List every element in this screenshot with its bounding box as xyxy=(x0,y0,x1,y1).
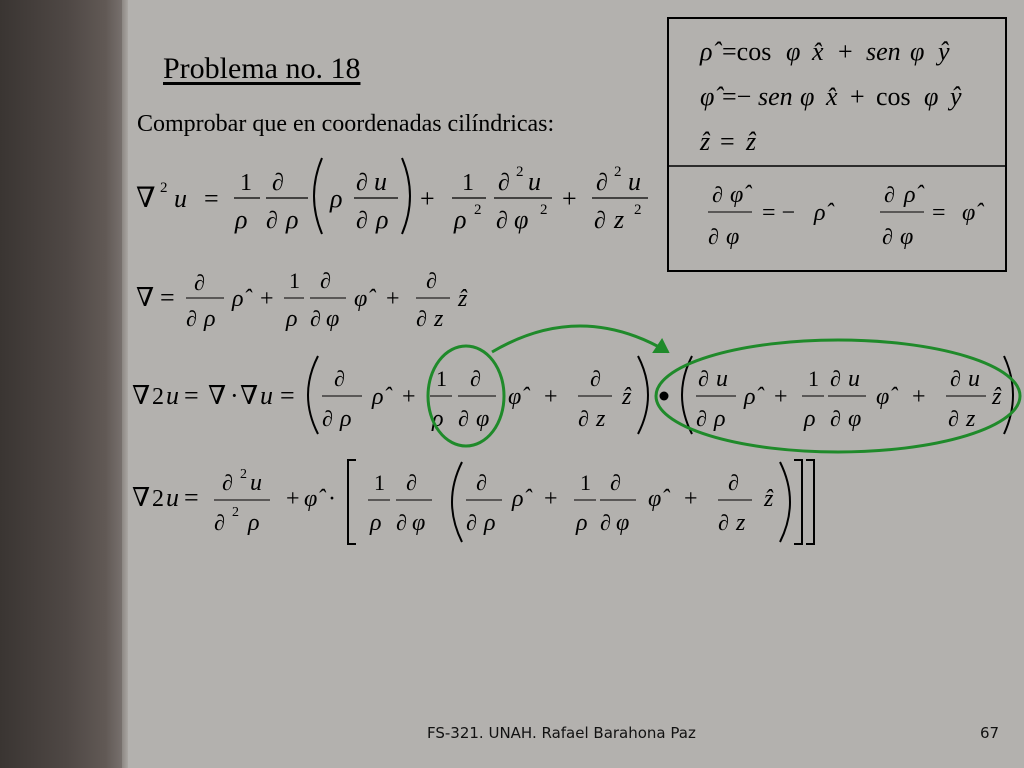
svg-text:φ: φ xyxy=(514,205,529,234)
svg-text:∂: ∂ xyxy=(600,510,611,535)
svg-text:ρ: ρ xyxy=(370,510,382,536)
laplacian-as-divergence xyxy=(132,356,1013,434)
svg-text:+: + xyxy=(912,384,926,410)
svg-text:ẑ: ẑ xyxy=(992,384,1002,410)
svg-text:ŷ: ŷ xyxy=(938,37,950,66)
laplacian-definition xyxy=(136,158,648,234)
svg-text:2: 2 xyxy=(634,202,642,218)
svg-text:+: + xyxy=(286,486,300,512)
svg-text:∂: ∂ xyxy=(416,306,427,331)
nabla-operator xyxy=(136,268,468,332)
svg-text:∂: ∂ xyxy=(426,268,437,293)
svg-text:∂: ∂ xyxy=(950,366,961,391)
slide-title: Problema no. 18 xyxy=(163,52,361,85)
svg-text:∂: ∂ xyxy=(310,306,321,331)
svg-text:2: 2 xyxy=(614,164,622,180)
svg-text:φ: φ xyxy=(924,82,939,111)
svg-text:1: 1 xyxy=(808,366,819,391)
svg-text:φ̂: φ̂ xyxy=(648,486,662,512)
svg-text:ρ: ρ xyxy=(248,510,260,536)
svg-text:φ: φ xyxy=(412,510,426,536)
svg-text:ρ: ρ xyxy=(340,406,352,432)
svg-text:+: + xyxy=(850,82,865,111)
svg-text:+: + xyxy=(386,286,400,312)
svg-text:ρ: ρ xyxy=(376,205,389,234)
svg-text:∇: ∇ xyxy=(132,483,151,512)
svg-text:φ: φ xyxy=(326,306,340,332)
svg-text:ẑ: ẑ xyxy=(764,486,774,512)
svg-text:φ: φ xyxy=(726,224,740,250)
svg-text:+: + xyxy=(420,184,435,213)
svg-text:∂: ∂ xyxy=(272,170,284,196)
svg-text:u: u xyxy=(374,167,387,196)
svg-text:+: + xyxy=(838,37,853,66)
svg-text:∂: ∂ xyxy=(698,366,709,391)
svg-text:u: u xyxy=(528,167,541,196)
svg-text:∂: ∂ xyxy=(596,170,608,196)
svg-text:1: 1 xyxy=(289,268,300,293)
svg-text:∇: ∇ xyxy=(136,283,155,312)
svg-text:∂: ∂ xyxy=(590,366,601,391)
svg-text:∂: ∂ xyxy=(266,208,278,234)
svg-text:∂: ∂ xyxy=(222,470,233,495)
svg-text:ρ: ρ xyxy=(432,406,444,432)
svg-text:φ: φ xyxy=(800,82,815,111)
svg-text:=: = xyxy=(720,127,735,156)
svg-text:2: 2 xyxy=(232,505,239,520)
svg-text:φ: φ xyxy=(910,37,925,66)
svg-text:2: 2 xyxy=(474,202,482,218)
svg-text:∂: ∂ xyxy=(406,470,417,495)
svg-text:φ̂: φ̂ xyxy=(304,486,318,512)
svg-text:ρ̂: ρ̂ xyxy=(744,384,756,410)
svg-text:·: · xyxy=(328,486,336,512)
svg-text:φ̂: φ̂ xyxy=(354,286,368,312)
svg-text:ρ̂: ρ̂ xyxy=(512,486,524,512)
svg-text:φ: φ xyxy=(476,406,490,432)
slide-footer: FS-321. UNAH. Rafael Barahona Paz xyxy=(427,724,696,742)
svg-text:φ̂: φ̂ xyxy=(876,384,890,410)
svg-text:∂: ∂ xyxy=(476,470,487,495)
svg-text:φ: φ xyxy=(900,224,914,250)
svg-text:2: 2 xyxy=(152,384,164,410)
svg-text:+: + xyxy=(260,286,274,312)
svg-text:1: 1 xyxy=(436,366,447,391)
svg-text:+: + xyxy=(402,384,416,410)
svg-text:ρ: ρ xyxy=(576,510,588,536)
svg-text:+: + xyxy=(544,486,558,512)
svg-text:∇: ∇ xyxy=(132,381,151,410)
svg-text:ρ: ρ xyxy=(286,306,298,332)
svg-text:ρ: ρ xyxy=(286,205,299,234)
svg-text:z: z xyxy=(966,406,976,432)
svg-text:=−: =− xyxy=(722,82,752,111)
svg-text:ρ: ρ xyxy=(330,184,343,213)
svg-text:ŷ: ŷ xyxy=(950,82,962,111)
svg-text:ρ: ρ xyxy=(484,510,496,536)
svg-text:u: u xyxy=(968,366,980,392)
svg-text:z: z xyxy=(596,406,606,432)
svg-text:ρ: ρ xyxy=(804,406,816,432)
svg-text:cos: cos xyxy=(876,82,911,111)
svg-text:u: u xyxy=(716,366,728,392)
svg-text:sen: sen xyxy=(866,37,901,66)
svg-text:∂: ∂ xyxy=(882,224,893,249)
svg-text:sen: sen xyxy=(758,82,793,111)
svg-text:φ̂: φ̂ xyxy=(508,384,522,410)
svg-text:u: u xyxy=(166,381,179,410)
svg-text:∂: ∂ xyxy=(322,406,333,431)
svg-text:ẑ: ẑ xyxy=(622,384,632,410)
svg-text:2: 2 xyxy=(540,202,548,218)
svg-text:u: u xyxy=(250,470,262,496)
svg-text:∂: ∂ xyxy=(186,306,197,331)
svg-text:ẑ: ẑ xyxy=(458,286,468,312)
svg-text:u: u xyxy=(166,483,179,512)
svg-text:·: · xyxy=(230,381,239,410)
svg-text:1: 1 xyxy=(374,470,385,495)
svg-text:∇: ∇ xyxy=(136,183,156,214)
svg-text:z: z xyxy=(736,510,746,536)
svg-text:+: + xyxy=(774,384,788,410)
svg-text:∂: ∂ xyxy=(334,366,345,391)
svg-text:∂: ∂ xyxy=(466,510,477,535)
svg-text:=cos: =cos xyxy=(722,37,772,66)
svg-text:φ: φ xyxy=(786,37,801,66)
svg-text:φ̂: φ̂ xyxy=(730,182,744,208)
svg-text:∂: ∂ xyxy=(712,182,723,207)
svg-text:∂: ∂ xyxy=(458,406,469,431)
page-number: 67 xyxy=(980,724,1000,742)
svg-text:ρ̂: ρ̂ xyxy=(814,200,826,226)
svg-text:+: + xyxy=(684,486,698,512)
svg-text:ẑ: ẑ xyxy=(746,127,757,156)
svg-text:ρ: ρ xyxy=(454,205,467,234)
svg-text:∂: ∂ xyxy=(830,406,841,431)
svg-text:∂: ∂ xyxy=(356,208,368,234)
svg-text:∇: ∇ xyxy=(208,381,227,410)
svg-text:= −: = − xyxy=(762,200,796,226)
svg-text:x̂: x̂ xyxy=(826,82,838,111)
svg-text:∂: ∂ xyxy=(194,270,205,295)
svg-text:x̂: x̂ xyxy=(812,37,824,66)
svg-text:u: u xyxy=(628,167,641,196)
svg-text:ρ̂: ρ̂ xyxy=(700,37,713,66)
svg-text:u: u xyxy=(848,366,860,392)
svg-text:=: = xyxy=(184,381,199,410)
svg-text:=: = xyxy=(932,200,946,226)
svg-text:φ̂: φ̂ xyxy=(962,200,976,226)
svg-text:ẑ: ẑ xyxy=(700,127,711,156)
svg-text:∂: ∂ xyxy=(830,366,841,391)
svg-text:z: z xyxy=(614,205,625,234)
svg-text:ρ: ρ xyxy=(204,306,216,332)
svg-text:φ: φ xyxy=(616,510,630,536)
svg-text:+: + xyxy=(544,384,558,410)
svg-text:+: + xyxy=(562,184,577,213)
svg-text:1: 1 xyxy=(240,170,252,196)
svg-text:=: = xyxy=(184,483,199,512)
laplacian-expansion xyxy=(132,460,814,544)
svg-text:u: u xyxy=(260,381,273,410)
svg-text:ρ: ρ xyxy=(714,406,726,432)
svg-text:1: 1 xyxy=(462,170,474,196)
svg-text:2: 2 xyxy=(516,164,524,180)
svg-text:∂: ∂ xyxy=(496,208,508,234)
svg-text:ρ: ρ xyxy=(235,205,248,234)
svg-text:∂: ∂ xyxy=(728,470,739,495)
svg-text:∂: ∂ xyxy=(320,268,331,293)
svg-text:φ̂: φ̂ xyxy=(700,82,715,111)
svg-text:∂: ∂ xyxy=(578,406,589,431)
svg-text:∂: ∂ xyxy=(356,170,368,196)
svg-text:ρ̂: ρ̂ xyxy=(232,286,244,312)
svg-text:∂: ∂ xyxy=(214,510,225,535)
svg-text:∂: ∂ xyxy=(396,510,407,535)
svg-text:ρ̂: ρ̂ xyxy=(904,182,916,208)
svg-text:1: 1 xyxy=(580,470,591,495)
svg-text:=: = xyxy=(204,184,219,213)
svg-text:∇: ∇ xyxy=(240,381,259,410)
svg-text:ρ̂: ρ̂ xyxy=(372,384,384,410)
svg-text:φ: φ xyxy=(848,406,862,432)
svg-text:∂: ∂ xyxy=(594,208,606,234)
svg-text:z: z xyxy=(434,306,444,332)
svg-text:∂: ∂ xyxy=(696,406,707,431)
svg-text:=: = xyxy=(160,283,175,312)
svg-text:∂: ∂ xyxy=(610,470,621,495)
svg-text:2: 2 xyxy=(240,467,247,482)
svg-text:∂: ∂ xyxy=(470,366,481,391)
svg-text:∂: ∂ xyxy=(498,170,510,196)
svg-text:u: u xyxy=(174,184,187,213)
svg-text:=: = xyxy=(280,381,295,410)
slide-subtitle: Comprobar que en coordenadas cilíndricas: xyxy=(137,111,555,137)
reference-box xyxy=(668,18,1006,271)
svg-text:2: 2 xyxy=(152,486,164,512)
svg-text:∂: ∂ xyxy=(884,182,895,207)
svg-text:2: 2 xyxy=(160,180,168,196)
svg-text:∂: ∂ xyxy=(708,224,719,249)
annotation-arrow xyxy=(492,326,668,352)
svg-text:∂: ∂ xyxy=(718,510,729,535)
svg-text:∂: ∂ xyxy=(948,406,959,431)
